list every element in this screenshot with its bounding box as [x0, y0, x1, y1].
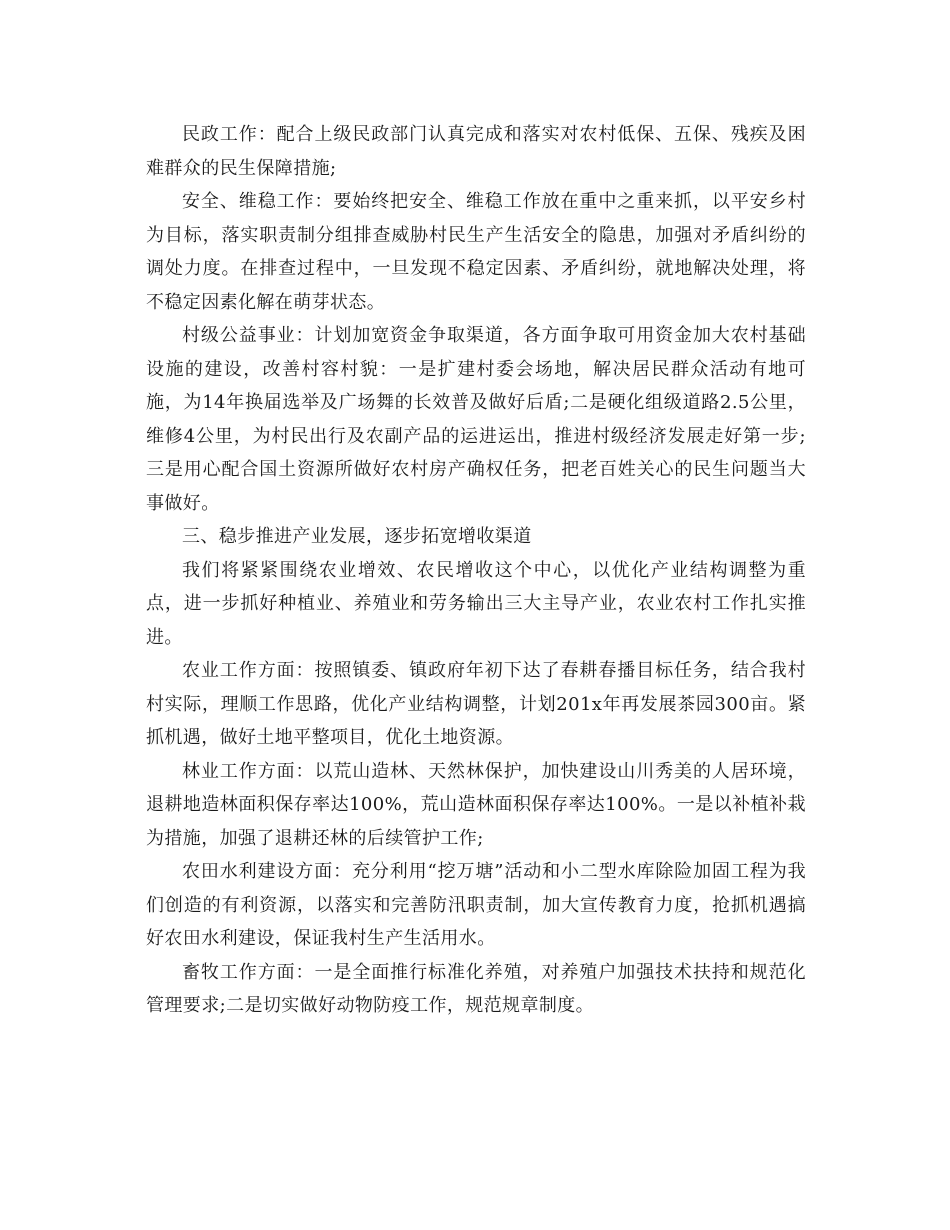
- paragraph-industry-intro: 我们将紧紧围绕农业增效、农民增收这个中心，以优化产业结构调整为重点，进一步抓好种植业、养殖业和劳务输出三大主导产业，农业农村工作扎实推进。: [146, 559, 806, 648]
- paragraph-animal-husbandry: 畜牧工作方面：一是全面推行标准化养殖，对养殖户加强技术扶持和规范化管理要求;二是切实做好动物防疫工作，规范规章制度。: [146, 961, 806, 1016]
- paragraph-safety-stability: 安全、维稳工作：要始终把安全、维稳工作放在重中之重来抓，以平安乡村为目标，落实职责制分组排查威胁村民生产生活安全的隐患，加强对矛盾纠纷的调处力度。在排查过程中，一旦发现不稳定因素、矛盾纠纷，就地解决处理，将不稳定因素化解在萌芽状态。: [146, 191, 806, 313]
- section-heading-industry: 三、稳步推进产业发展，逐步拓宽增收渠道: [182, 526, 532, 547]
- paragraph-water-conservancy: 农田水利建设方面：充分利用“挖万塘”活动和小二型水库除险加固工程为我们创造的有利资源，以落实和完善防汛职责制，加大宣传教育力度，抢抓机遇搞好农田水利建设，保证我村生产生活用水。: [146, 861, 806, 949]
- paragraph-civil-affairs: 民政工作：配合上级民政部门认真完成和落实对农村低保、五保、残疾及困难群众的民生保障措施;: [146, 124, 806, 179]
- paragraph-public-welfare: 村级公益事业：计划加宽资金争取渠道，各方面争取可用资金加大农村基础设施的建设，改善村容村貌：一是扩建村委会场地，解决居民群众活动有地可施，为14年换届选举及广场舞的长效普及做好后盾;二是硬化组级道路2.5公里，维修4公里，为村民出行及农副产品的运进运出，推进村级经济发展走好第一步;三是用心配合国土资源所做好农村房产确权任务，把老百姓关心的民生问题当大事做好。: [146, 325, 806, 514]
- paragraph-agriculture: 农业工作方面：按照镇委、镇政府年初下达了春耕春播目标任务，结合我村村实际，理顺工作思路，优化产业结构调整，计划201x年再发展茶园300亩。紧抓机遇，做好土地平整项目，优化土地资源。: [146, 660, 806, 748]
- document-body: [146, 118, 806, 1023]
- paragraph-forestry: 林业工作方面：以荒山造林、天然林保护，加快建设山川秀美的人居环境，退耕地造林面积保存率达100%，荒山造林面积保存率达100%。一是以补植补栽为措施，加强了退耕还林的后续管护工作;: [146, 760, 806, 849]
